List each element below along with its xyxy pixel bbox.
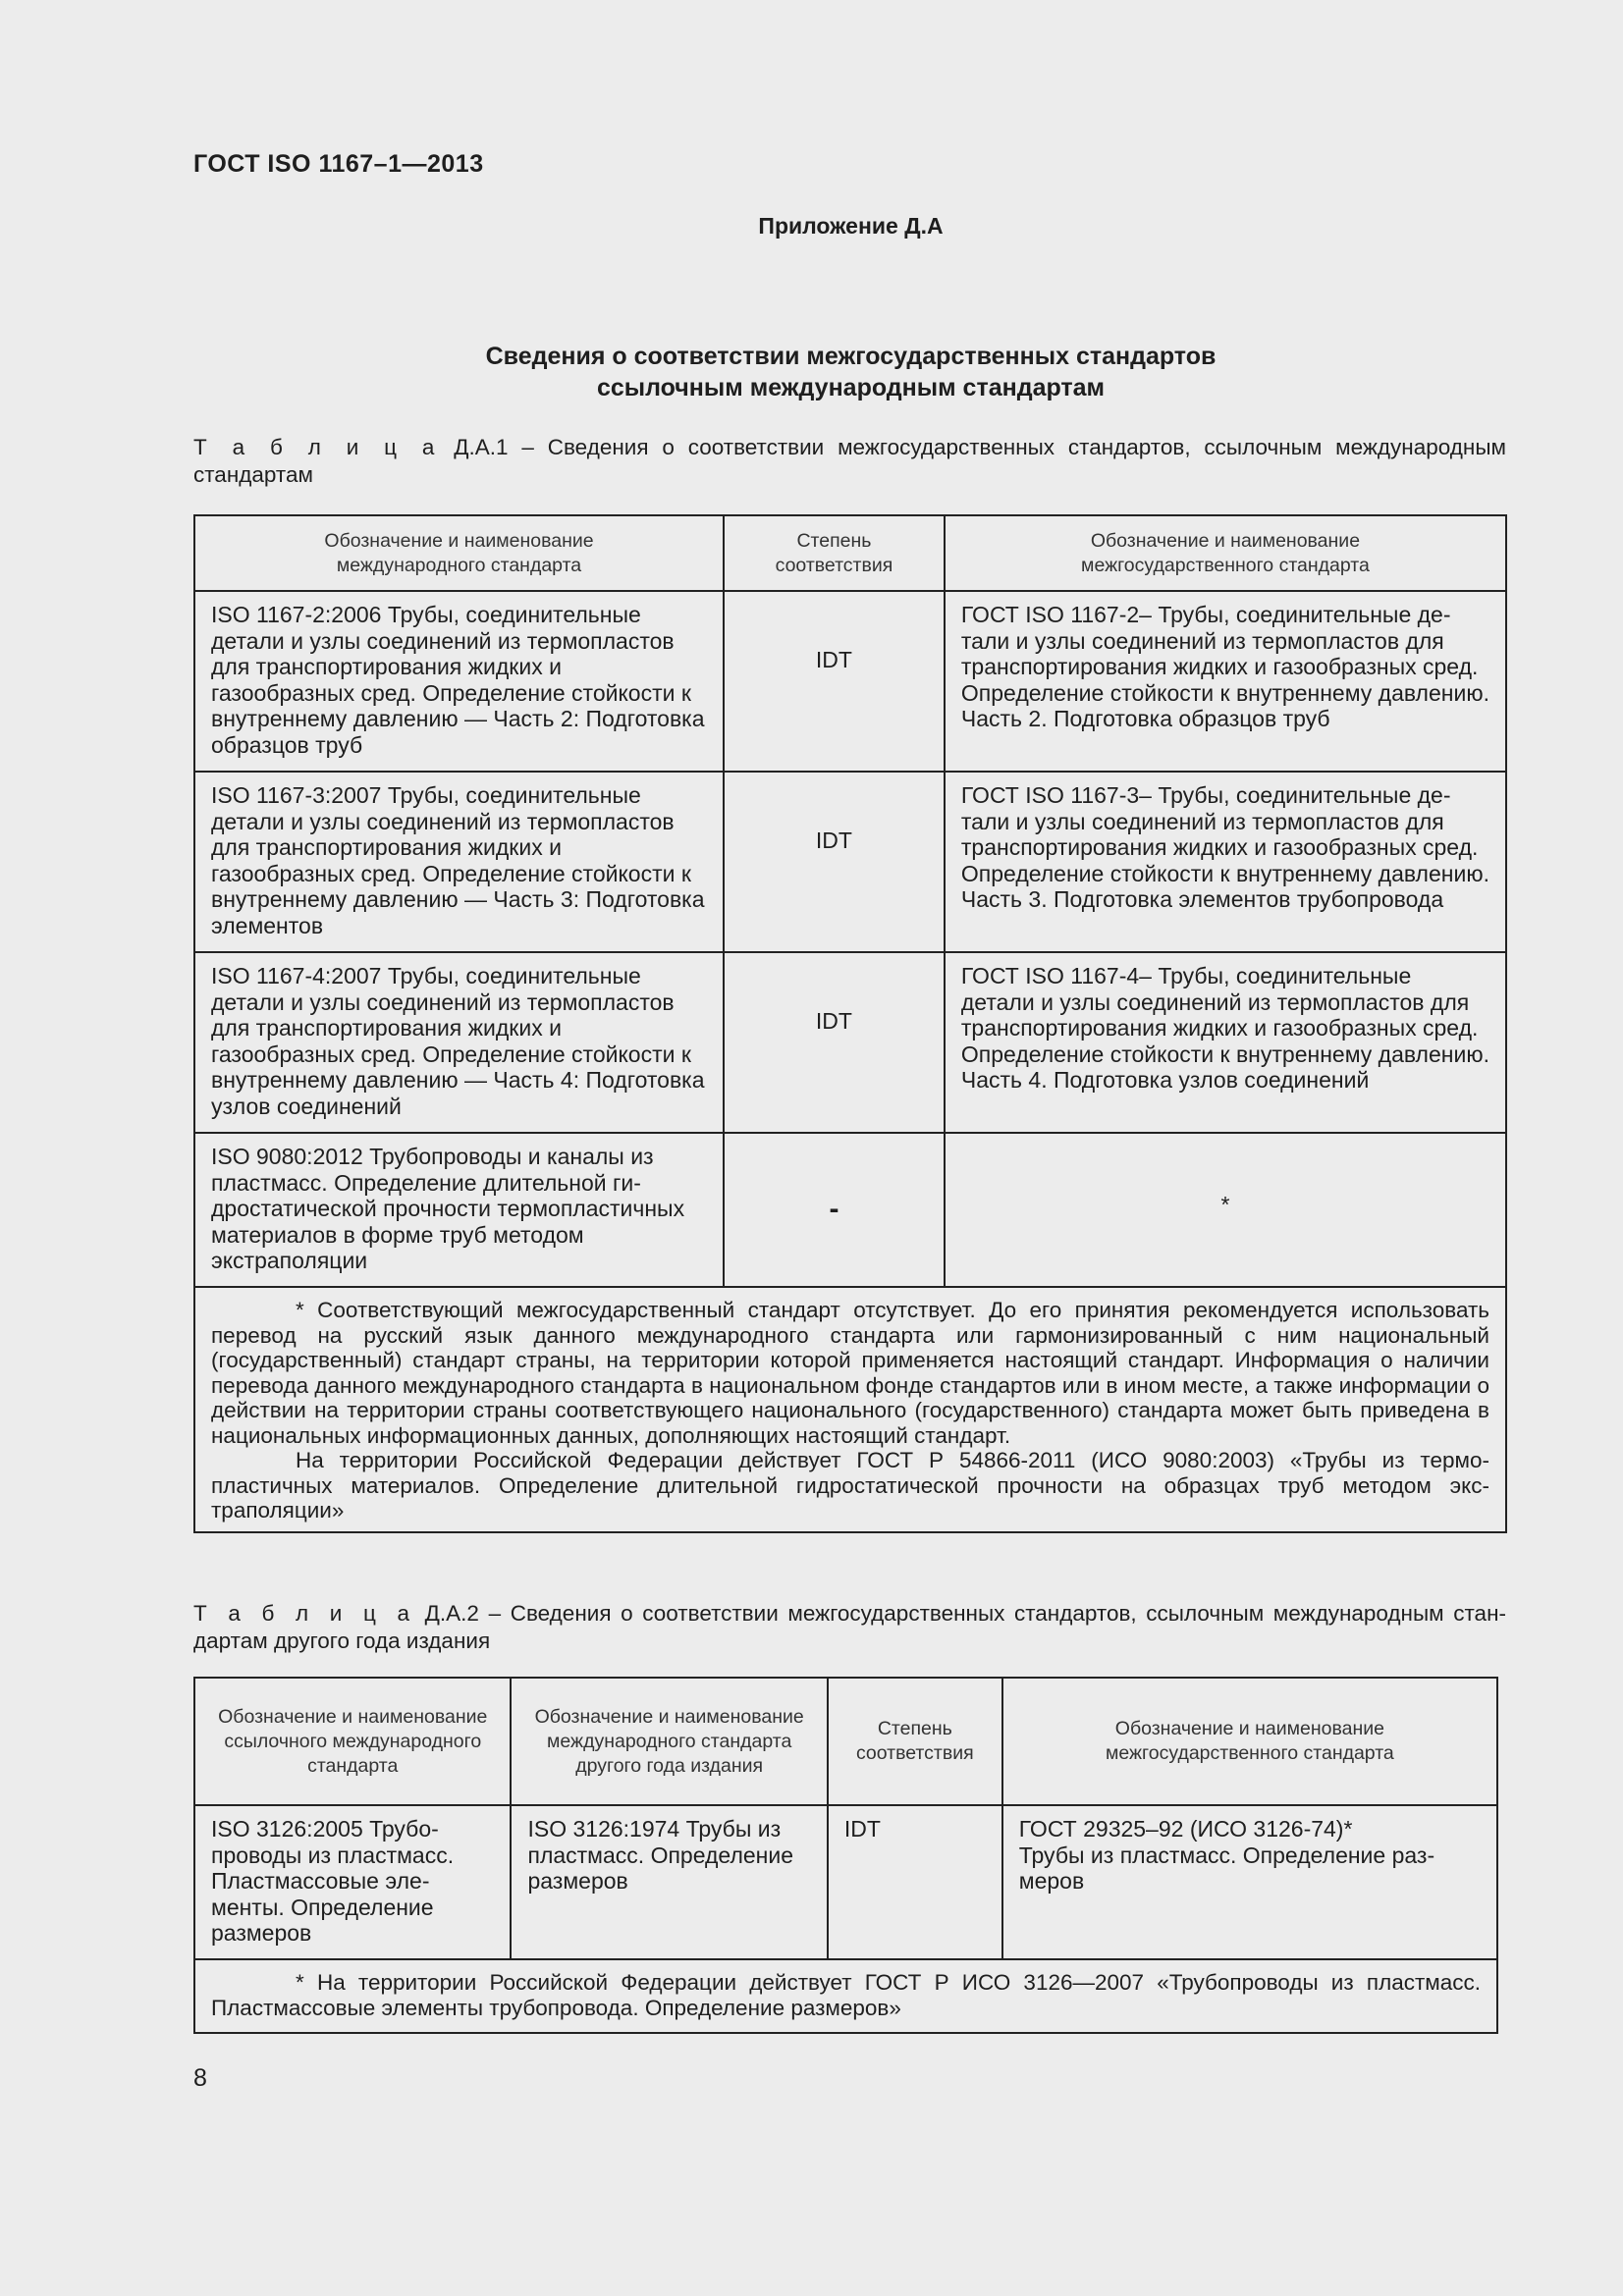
degree-cell: IDT <box>724 591 945 772</box>
table1-header-row <box>194 515 1506 591</box>
document-code: ГОСТ ISO 1167–1—2013 <box>193 150 484 178</box>
table1-header-degree: Степень соответствия <box>724 515 945 591</box>
table-row <box>194 952 1506 1133</box>
intl-standard-cell: ISO 1167-3:2007 Трубы, соединительные детали и узлы соединений из термопластов для транспортирования жидких и газообразных сред. Определение стойкости к внутреннему давлению — Часть 3: Подготовка элементов <box>194 772 724 952</box>
degree-cell: - <box>724 1133 945 1287</box>
other-year-standard-cell: ISO 3126:1974 Трубы из пластмасс. Определение размеров <box>511 1805 827 1959</box>
table2-notes <box>194 1959 1497 2033</box>
interstate-standard-cell: ГОСТ ISO 1167-4– Трубы, соединительные детали и узлы соединений из термопластов для транспортирования жидких и газообразных сред. Определение стойкости к внутреннему давлению. Часть 4. Подготовка узлов соединений <box>945 952 1506 1133</box>
intl-standard-cell: ISO 1167-4:2007 Трубы, соединительные детали и узлы соединений из термопластов для транспортирования жидких и газообразных сред. Определение стойкости к внутреннему давлению — Часть 4: Подготовка узлов соединений <box>194 952 724 1133</box>
intl-standard-cell: ISO 1167-2:2006 Трубы, соединительные детали и узлы соединений из термопластов для транспортирования жидких и газообразных сред. Определение стойкости к внутреннему давлению — Часть 2: Подготовка образцов труб <box>194 591 724 772</box>
table1-note-2: На территории Российской Федерации действует ГОСТ Р 54866-2011 (ИСО 9080:2003) «Трубы из термопластичных материалов. Определение длительной гидростатической прочности на образцах труб методом экстраполяции» <box>211 1448 1489 1522</box>
interstate-standard-cell: ГОСТ ISO 1167-3– Трубы, соединительные детали и узлы соединений из термопластов для транспортирования жидких и газообразных сред. Определение стойкости к внутреннему давлению. Часть 3. Подготовка элементов трубопровода <box>945 772 1506 952</box>
interstate-standard-title: Трубы из пластмасс. Определение размеров <box>1018 1842 1435 1894</box>
table2-notes-row <box>194 1959 1497 2033</box>
table2-header-ref-intl: Обозначение и наименование ссылочного международного стандарта <box>194 1678 511 1805</box>
table-row <box>194 772 1506 952</box>
degree-cell: IDT <box>828 1805 1002 1959</box>
degree-cell: IDT <box>724 952 945 1133</box>
main-title-line-2: ссылочным международным стандартам <box>596 374 1106 401</box>
table1-notes <box>194 1287 1506 1532</box>
table2-header-other-year: Обозначение и наименование международного стандарта другого года издания <box>511 1678 827 1805</box>
interstate-standard-code: ГОСТ 29325–92 (ИСО 3126-74)* <box>1018 1816 1353 1842</box>
table1-caption-text: Д.А.1 – Сведения о соответствии межгосударственных стандартов, ссылочным международным стандартам <box>193 435 1506 487</box>
table-da2 <box>193 1677 1498 2034</box>
table-row <box>194 1133 1506 1287</box>
interstate-standard-cell <box>1002 1805 1497 1959</box>
table2-caption <box>193 1600 1506 1655</box>
table1-notes-row <box>194 1287 1506 1532</box>
table-da1 <box>193 514 1507 1533</box>
interstate-standard-cell: ГОСТ ISO 1167-2– Трубы, соединительные детали и узлы соединений из термопластов для транспортирования жидких и газообразных сред. Определение стойкости к внутреннему давлению. Часть 2. Подготовка образцов труб <box>945 591 1506 772</box>
appendix-title: Приложение Д.А <box>758 213 944 239</box>
table-row <box>194 1805 1497 1959</box>
table2-note: * На территории Российской Федерации действует ГОСТ Р ИСО 3126—2007 «Трубопроводы из пластмасс. Пластмассовые элементы трубопровода. Определение размеров» <box>211 1970 1481 2020</box>
table1-header-interstate: Обозначение и наименование межгосударственного стандарта <box>945 515 1506 591</box>
intl-standard-cell: ISO 9080:2012 Трубопроводы и каналы из пластмасс. Определение длительной гидростатической прочности термопластичных материалов в форме труб методом экстраполяции <box>194 1133 724 1287</box>
table2-caption-prefix: Т а б л и ц а <box>193 1601 416 1626</box>
ref-intl-standard-cell: ISO 3126:2005 Трубопроводы из пластмасс. Пластмассовые элементы. Определение размеров <box>194 1805 511 1959</box>
table1-header-intl: Обозначение и наименование международного стандарта <box>194 515 724 591</box>
table-row <box>194 591 1506 772</box>
table1-caption <box>193 434 1506 489</box>
interstate-standard-cell: * <box>945 1133 1506 1287</box>
table2-caption-text: Д.А.2 – Сведения о соответствии межгосударственных стандартов, ссылочным международным стандартам другого года издания <box>193 1601 1506 1653</box>
table2-header-row <box>194 1678 1497 1805</box>
degree-cell: IDT <box>724 772 945 952</box>
main-title <box>295 341 1407 403</box>
table1-caption-prefix: Т а б л и ц а <box>193 435 441 459</box>
table2-header-interstate: Обозначение и наименование межгосударственного стандарта <box>1002 1678 1497 1805</box>
table2-header-degree: Степень соответствия <box>828 1678 1002 1805</box>
main-title-line-1: Сведения о соответствии межгосударственных стандартов <box>485 343 1217 370</box>
page-number: 8 <box>193 2064 207 2092</box>
table1-note-1: * Соответствующий межгосударственный стандарт отсутствует. До его принятия рекомендуется использовать перевод на русский язык данного международного стандарта или гармонизированный с ним национальный (государственный) стандарт страны, на территории которой применяется настоящий стандарт. Информация о наличии перевода данного международного стандарта в национальном фонде стандартов или в ином месте, а также информации о действии на территории страны соответствующего национального (государственного) стандарта может быть приведена в национальных информационных данных, дополняющих настоящий стандарт. <box>211 1298 1489 1448</box>
